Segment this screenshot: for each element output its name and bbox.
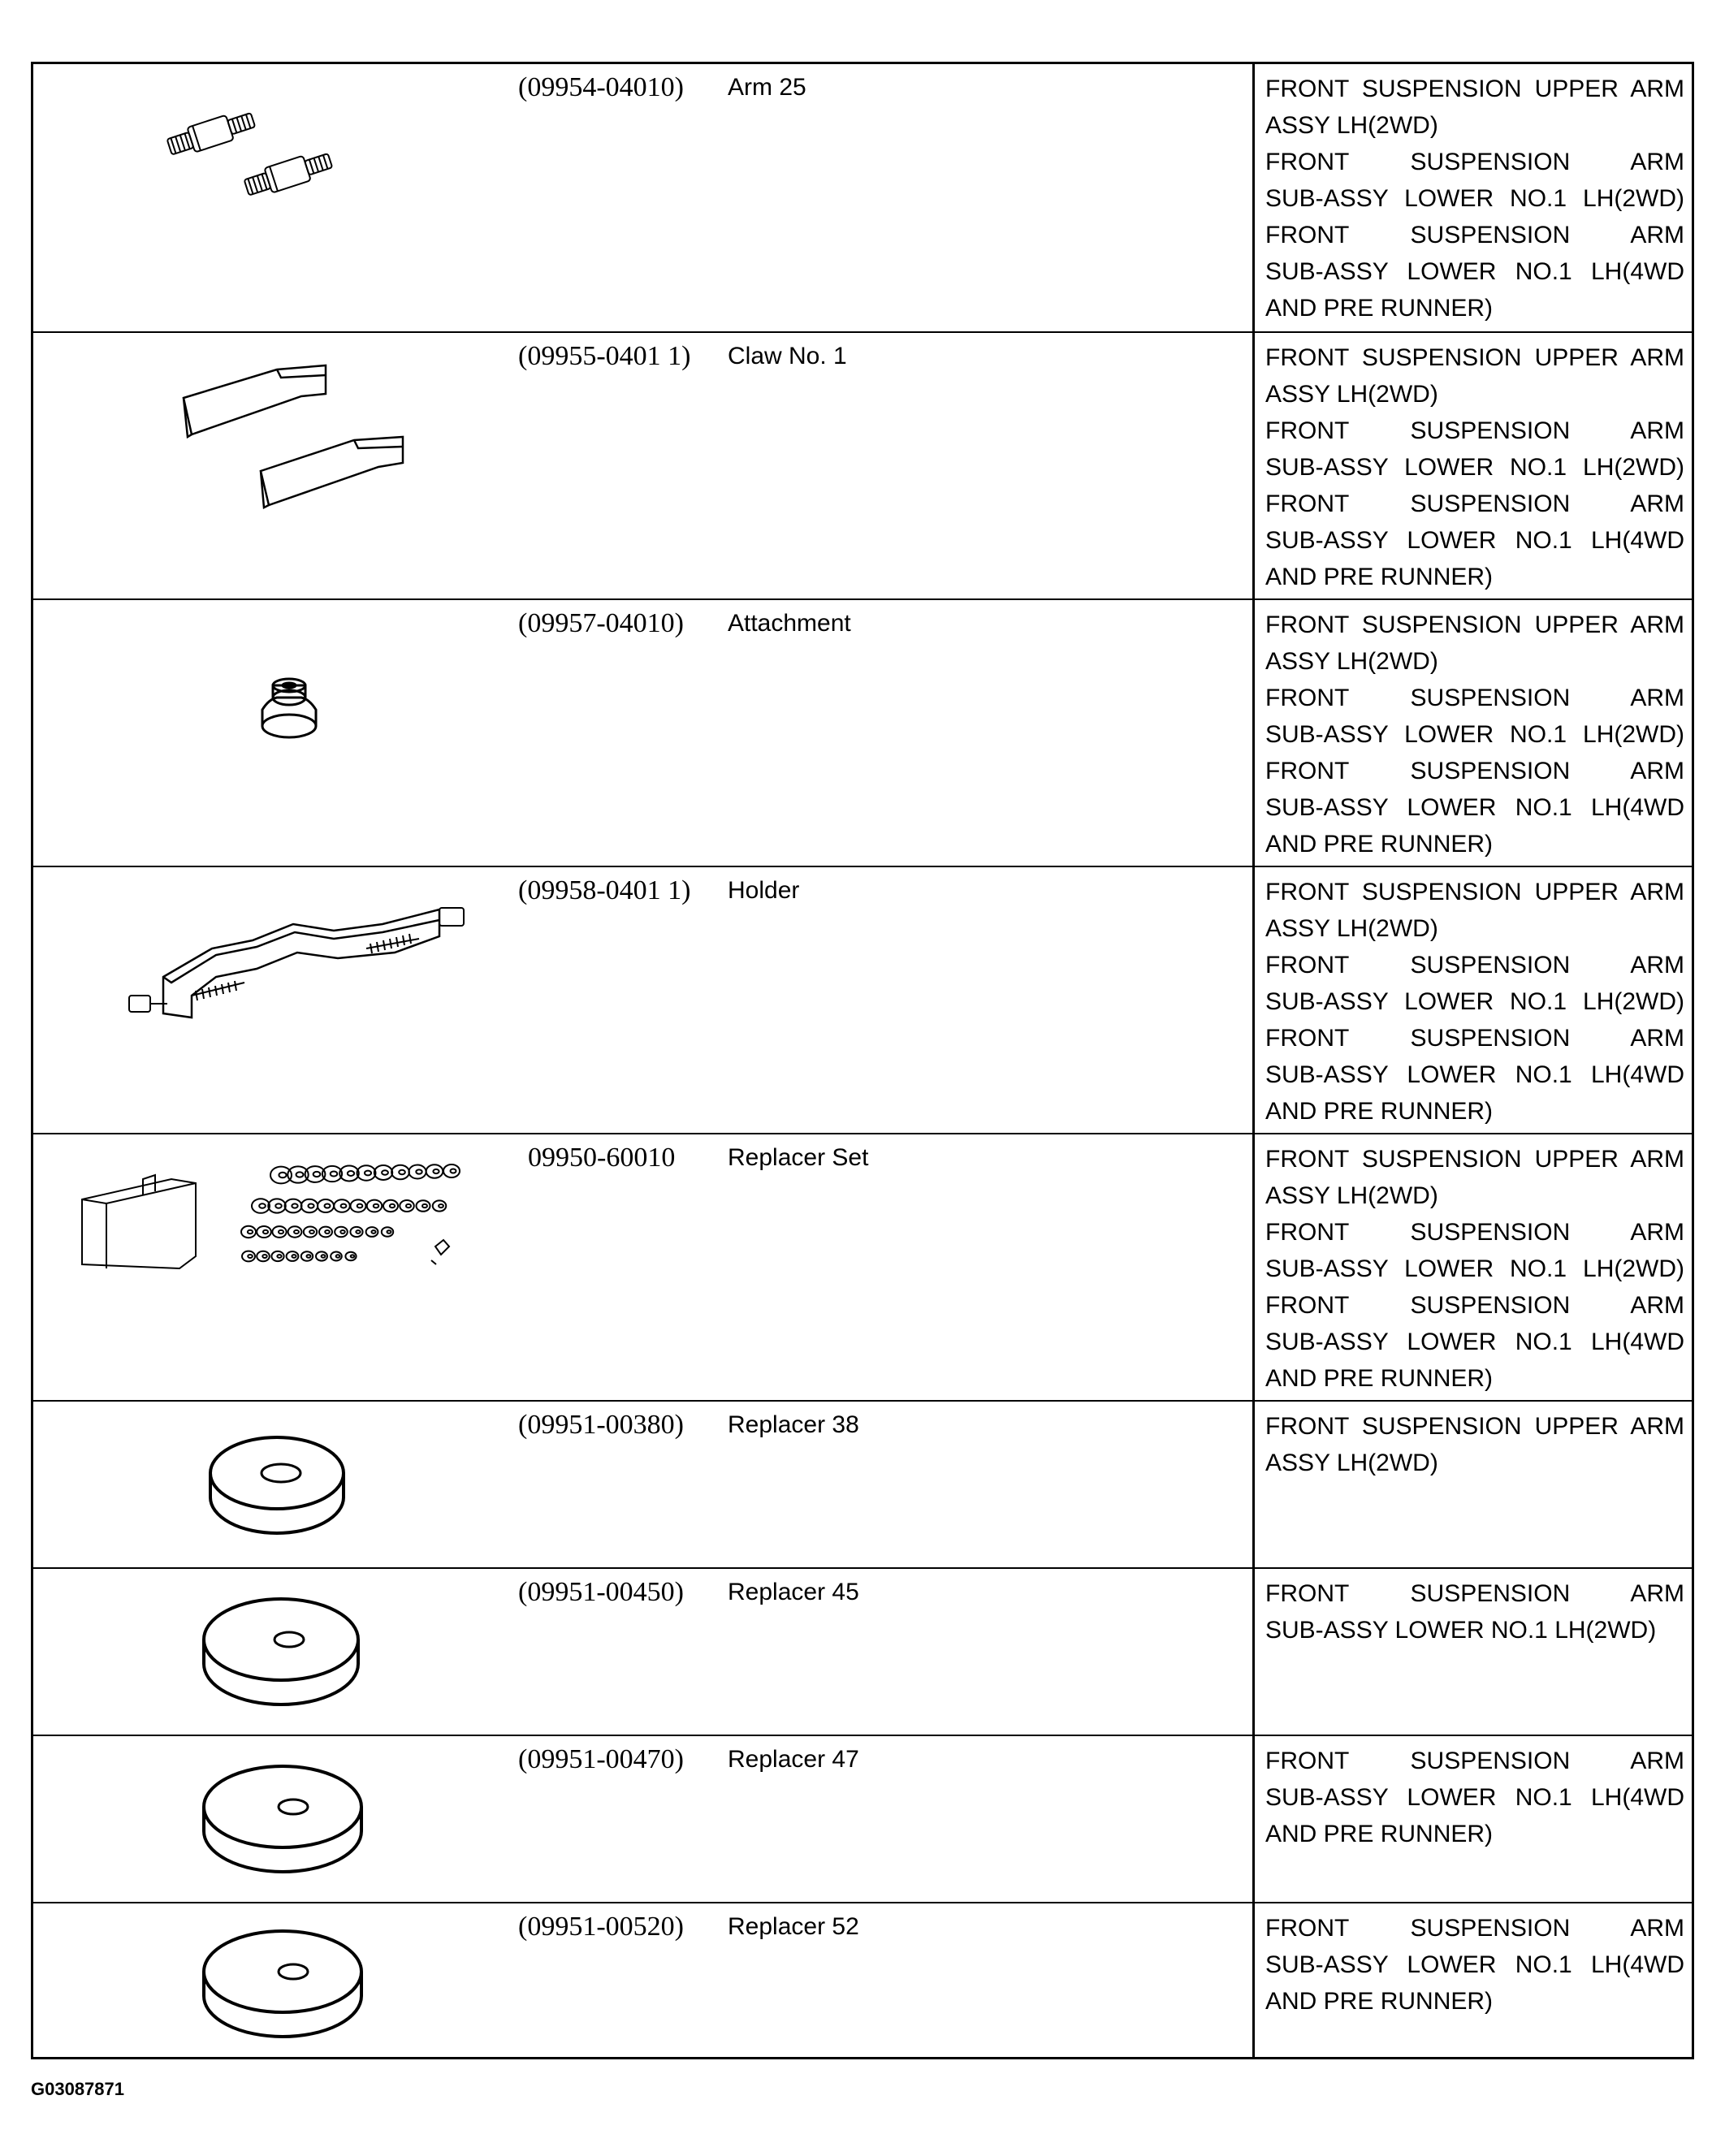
usage-line: FRONT SUSPENSION UPPER ARM bbox=[1265, 344, 1684, 371]
part-number: (09951-00470) bbox=[518, 1744, 684, 1774]
usage-cell bbox=[1265, 607, 1684, 862]
usage-line: FRONT SUSPENSION UPPER ARM bbox=[1265, 1413, 1684, 1440]
tool-name: Holder bbox=[728, 877, 800, 904]
usage-line: FRONT SUSPENSION ARM bbox=[1265, 1025, 1684, 1052]
usage-line: FRONT SUSPENSION ARM bbox=[1265, 1219, 1684, 1246]
usage-cell bbox=[1265, 1141, 1684, 1397]
table-row bbox=[33, 331, 1692, 598]
usage-line: AND PRE RUNNER) bbox=[1265, 295, 1494, 322]
replacer-disc-illustration bbox=[58, 1426, 529, 1548]
part-number: (09951-00450) bbox=[518, 1577, 684, 1607]
replacer-set-illustration bbox=[74, 1151, 545, 1305]
usage-line: FRONT SUSPENSION UPPER ARM bbox=[1265, 611, 1684, 638]
part-number: (09954-04010) bbox=[518, 72, 684, 102]
usage-cell bbox=[1265, 339, 1684, 595]
holder-illustration bbox=[58, 892, 529, 1038]
tool-name: Replacer 45 bbox=[728, 1579, 859, 1605]
usage-line: SUB-ASSY LOWER NO.1 LH(4WD bbox=[1265, 1951, 1684, 1978]
usage-line: ASSY LH(2WD) bbox=[1265, 1450, 1438, 1476]
table-row bbox=[33, 1400, 1692, 1567]
usage-line: SUB-ASSY LOWER NO.1 LH(4WD bbox=[1265, 1329, 1684, 1355]
usage-line: ASSY LH(2WD) bbox=[1265, 381, 1438, 408]
usage-line: AND PRE RUNNER) bbox=[1265, 1821, 1494, 1847]
tool-name: Arm 25 bbox=[728, 74, 806, 101]
part-number: (09958-0401 1) bbox=[518, 875, 691, 905]
usage-line: SUB-ASSY LOWER NO.1 LH(4WD bbox=[1265, 1784, 1684, 1811]
arm-25-illustration bbox=[58, 97, 529, 227]
usage-line: FRONT SUSPENSION UPPER ARM bbox=[1265, 76, 1684, 102]
usage-line: FRONT SUSPENSION ARM bbox=[1265, 1748, 1684, 1774]
usage-line: SUB-ASSY LOWER NO.1 LH(2WD) bbox=[1265, 988, 1684, 1015]
table-row bbox=[33, 64, 1692, 331]
usage-line: FRONT SUSPENSION ARM bbox=[1265, 417, 1684, 444]
tool-name: Claw No. 1 bbox=[728, 343, 847, 369]
table-row bbox=[33, 866, 1692, 1133]
part-number: (09955-0401 1) bbox=[518, 341, 691, 371]
column-divider bbox=[1252, 64, 1255, 2057]
replacer-disc-illustration bbox=[58, 1589, 529, 1719]
special-tools-table bbox=[31, 62, 1694, 2059]
usage-cell bbox=[1265, 1910, 1684, 2020]
usage-cell bbox=[1265, 1408, 1684, 1481]
usage-line: AND PRE RUNNER) bbox=[1265, 1365, 1494, 1392]
usage-line: SUB-ASSY LOWER NO.1 LH(4WD bbox=[1265, 794, 1684, 821]
part-number: (09951-00380) bbox=[518, 1410, 684, 1440]
tool-name: Replacer 38 bbox=[728, 1411, 859, 1438]
usage-line: AND PRE RUNNER) bbox=[1265, 564, 1494, 590]
usage-line: FRONT SUSPENSION ARM bbox=[1265, 1580, 1684, 1607]
usage-line: FRONT SUSPENSION ARM bbox=[1265, 1292, 1684, 1319]
usage-line: SUB-ASSY LOWER NO.1 LH(2WD) bbox=[1265, 721, 1684, 748]
usage-line: SUB-ASSY LOWER NO.1 LH(2WD) bbox=[1265, 1255, 1684, 1282]
usage-line: SUB-ASSY LOWER NO.1 LH(4WD bbox=[1265, 1061, 1684, 1088]
claw-illustration bbox=[58, 349, 529, 503]
table-row bbox=[33, 598, 1692, 866]
figure-code: G03087871 bbox=[31, 2079, 124, 2099]
attachment-illustration bbox=[58, 649, 529, 763]
part-number: (09951-00520) bbox=[518, 1912, 684, 1942]
usage-line: FRONT SUSPENSION ARM bbox=[1265, 149, 1684, 175]
usage-line: FRONT SUSPENSION ARM bbox=[1265, 952, 1684, 979]
usage-cell bbox=[1265, 71, 1684, 326]
part-number: (09957-04010) bbox=[518, 608, 684, 638]
usage-cell bbox=[1265, 1743, 1684, 1852]
usage-line: SUB-ASSY LOWER NO.1 LH(2WD) bbox=[1265, 185, 1684, 212]
usage-line: FRONT SUSPENSION ARM bbox=[1265, 685, 1684, 711]
usage-line: SUB-ASSY LOWER NO.1 LH(4WD bbox=[1265, 527, 1684, 554]
table-row bbox=[33, 1133, 1692, 1400]
usage-line: FRONT SUSPENSION ARM bbox=[1265, 490, 1684, 517]
usage-line: ASSY LH(2WD) bbox=[1265, 648, 1438, 675]
replacer-disc-illustration bbox=[58, 1921, 529, 2051]
usage-line: ASSY LH(2WD) bbox=[1265, 915, 1438, 942]
usage-line: AND PRE RUNNER) bbox=[1265, 1098, 1494, 1125]
usage-line: FRONT SUSPENSION UPPER ARM bbox=[1265, 1146, 1684, 1173]
tool-name: Attachment bbox=[728, 610, 851, 637]
usage-line: SUB-ASSY LOWER NO.1 LH(2WD) bbox=[1265, 454, 1684, 481]
tool-name: Replacer 52 bbox=[728, 1913, 859, 1940]
usage-line: SUB-ASSY LOWER NO.1 LH(2WD) bbox=[1265, 1617, 1657, 1644]
table-row bbox=[33, 1735, 1692, 1902]
usage-line: SUB-ASSY LOWER NO.1 LH(4WD bbox=[1265, 258, 1684, 285]
tool-name: Replacer 47 bbox=[728, 1746, 859, 1773]
replacer-disc-illustration bbox=[58, 1756, 529, 1886]
usage-cell bbox=[1265, 874, 1684, 1130]
usage-cell bbox=[1265, 1575, 1684, 1648]
usage-line: AND PRE RUNNER) bbox=[1265, 1988, 1494, 2015]
usage-line: FRONT SUSPENSION ARM bbox=[1265, 1915, 1684, 1942]
part-number: 09950-60010 bbox=[528, 1143, 676, 1173]
usage-line: ASSY LH(2WD) bbox=[1265, 112, 1438, 139]
tool-name: Replacer Set bbox=[728, 1144, 869, 1171]
usage-line: FRONT SUSPENSION ARM bbox=[1265, 222, 1684, 248]
usage-line: ASSY LH(2WD) bbox=[1265, 1182, 1438, 1209]
usage-line: FRONT SUSPENSION ARM bbox=[1265, 758, 1684, 784]
usage-line: AND PRE RUNNER) bbox=[1265, 831, 1494, 858]
table-row bbox=[33, 1567, 1692, 1735]
table-row bbox=[33, 1902, 1692, 2062]
usage-line: FRONT SUSPENSION UPPER ARM bbox=[1265, 879, 1684, 905]
